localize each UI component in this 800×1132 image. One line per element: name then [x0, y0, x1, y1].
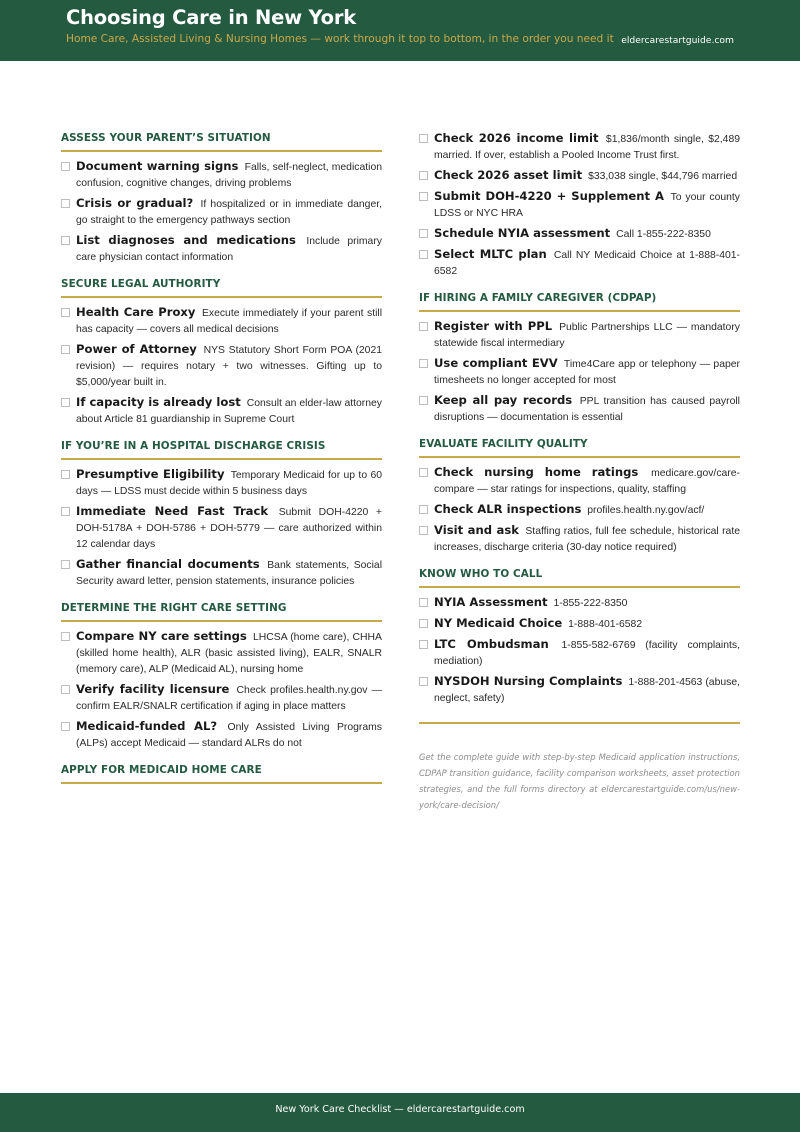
checklist	[61, 622, 382, 757]
checklist	[419, 312, 740, 431]
checkbox-icon[interactable]	[419, 322, 428, 331]
item-label: Verify facility licensure	[76, 682, 230, 696]
checklist	[419, 588, 740, 712]
checklist-item	[61, 556, 382, 590]
item-label: Health Care Proxy	[76, 305, 196, 319]
item-description: $33,038 single, $44,796 married	[588, 171, 738, 182]
item-description: Consult an elder-law attorney about Article 81 guardianship in Supreme Court	[76, 398, 382, 425]
checklist	[419, 458, 740, 561]
item-description: Include primary care physician contact information	[76, 236, 382, 263]
checklist	[61, 460, 382, 595]
checklist-item	[61, 394, 382, 428]
item-label: List diagnoses and medications	[76, 233, 296, 247]
item-description: Call NY Medicaid Choice at 1-888-401-6582	[434, 250, 741, 277]
checkbox-icon[interactable]	[61, 507, 70, 516]
checkbox-icon[interactable]	[419, 598, 428, 607]
item-description: Public Partnerships LLC — mandatory statewide fiscal intermediary	[434, 322, 740, 349]
item-description: medicare.gov/care-compare — star ratings for inspections, quality, staffing	[434, 468, 740, 495]
section-title-apply-for-medicaid-home-care: APPLY FOR MEDICAID HOME CARE	[61, 757, 382, 784]
checkbox-icon[interactable]	[61, 398, 70, 407]
item-description: 1-888-201-4563 (abuse, neglect, safety)	[434, 677, 740, 704]
checklist-item	[61, 503, 382, 553]
checklist-item	[61, 341, 382, 391]
item-label: Document warning signs	[76, 159, 239, 173]
item-label: Keep all pay records	[434, 393, 573, 407]
item-description: Time4Care app or telephony — paper timesheets no longer accepted for most	[434, 359, 741, 386]
item-label: Gather financial documents	[76, 557, 260, 571]
left-column	[61, 126, 382, 784]
section-title-if-you-re-in-a-hospital-discharge-crisis: IF YOU’RE IN A HOSPITAL DISCHARGE CRISIS	[61, 433, 382, 460]
item-label: Check 2026 income limit	[434, 131, 599, 145]
section-title-evaluate-facility-quality: EVALUATE FACILITY QUALITY	[419, 431, 740, 458]
section-title-if-hiring-a-family-caregiver-cdpap: IF HIRING A FAMILY CAREGIVER (CDPAP)	[419, 285, 740, 312]
checkbox-icon[interactable]	[61, 308, 70, 317]
item-label: Immediate Need Fast Track	[76, 504, 269, 518]
item-label: Check nursing home ratings	[434, 465, 639, 479]
item-description: Submit DOH-4220 + DOH-5178A + DOH-5786 + DOH-5779 — care authorized within 12 calendar days	[76, 507, 382, 550]
item-description: Execute immediately if your parent still has capacity — covers all medical decisions	[76, 308, 383, 335]
item-description: Bank statements, Social Security award letter, pension statements, insurance policies	[76, 560, 383, 587]
item-description: profiles.health.ny.gov/acf/	[587, 505, 705, 516]
header-site-link[interactable]: eldercarestartguide.com	[621, 35, 734, 46]
checkbox-icon[interactable]	[61, 345, 70, 354]
checkbox-icon[interactable]	[419, 526, 428, 535]
checklist-item	[419, 392, 740, 426]
item-label: Register with PPL	[434, 319, 553, 333]
checklist-item	[419, 167, 740, 185]
checklist	[61, 298, 382, 433]
checklist-item	[419, 615, 740, 633]
checklist-item	[419, 188, 740, 222]
section-title-determine-the-right-care-setting: DETERMINE THE RIGHT CARE SETTING	[61, 595, 382, 622]
checkbox-icon[interactable]	[419, 468, 428, 477]
item-description: 1-855-222-8350	[553, 598, 628, 609]
checkbox-icon[interactable]	[419, 250, 428, 259]
checklist-item	[419, 318, 740, 352]
item-label: Use compliant EVV	[434, 356, 558, 370]
checklist	[61, 152, 382, 271]
checklist	[419, 126, 740, 285]
item-label: Compare NY care settings	[76, 629, 247, 643]
checkbox-icon[interactable]	[61, 632, 70, 641]
checklist-item	[61, 718, 382, 752]
item-label: Submit DOH-4220 + Supplement A	[434, 189, 664, 203]
right-column	[419, 126, 740, 813]
item-description: 1-855-582-6769 (facility complaints, mediation)	[434, 640, 740, 667]
item-label: Check ALR inspections	[434, 502, 582, 516]
item-description: Temporary Medicaid for up to 60 days — LDSS must decide within 5 business days	[76, 470, 383, 497]
checklist-item	[419, 501, 740, 519]
checkbox-icon[interactable]	[61, 162, 70, 171]
checkbox-icon[interactable]	[419, 396, 428, 405]
checkbox-icon[interactable]	[61, 236, 70, 245]
checkbox-icon[interactable]	[61, 560, 70, 569]
item-label: NYIA Assessment	[434, 595, 548, 609]
checklist-item	[419, 464, 740, 498]
item-description: $1,836/month single, $2,489 married. If over, establish a Pooled Income Trust first.	[434, 134, 741, 161]
page-footer	[0, 1093, 800, 1132]
item-label: If capacity is already lost	[76, 395, 241, 409]
item-label: LTC Ombudsman	[434, 637, 549, 651]
page-title: Choosing Care in New York	[66, 6, 357, 29]
checkbox-icon[interactable]	[419, 134, 428, 143]
item-description: Only Assisted Living Programs (ALPs) accept Medicaid — standard ALRs do not	[76, 722, 382, 749]
checklist-item	[61, 681, 382, 715]
item-description: If hospitalized or in immediate danger, go straight to the emergency pathways section	[76, 199, 382, 226]
checklist-item	[419, 522, 740, 556]
checklist-item	[419, 355, 740, 389]
item-label: Crisis or gradual?	[76, 196, 194, 210]
item-description: Staffing ratios, full fee schedule, historical rate increases, discharge criteria (30-day notice required)	[434, 526, 741, 553]
item-label: NY Medicaid Choice	[434, 616, 563, 630]
item-description: Falls, self-neglect, medication confusion, cognitive changes, driving problems	[76, 162, 383, 189]
page-subtitle: Home Care, Assisted Living & Nursing Homes — work through it top to bottom, in the order you need it	[66, 33, 614, 45]
item-description: Call 1-855-222-8350	[616, 229, 711, 240]
checklist-item	[419, 636, 740, 670]
checkbox-icon[interactable]	[61, 199, 70, 208]
item-description: 1-888-401-6582	[568, 619, 643, 630]
item-label: Schedule NYIA assessment	[434, 226, 611, 240]
checkbox-icon[interactable]	[419, 359, 428, 368]
checkbox-icon[interactable]	[61, 470, 70, 479]
item-description: LHCSA (home care), CHHA (skilled home health), ALR (basic assisted living), EALR, SNALR (memory care), ALP (Medicaid AL), nursing home	[76, 632, 382, 675]
checkbox-icon[interactable]	[419, 171, 428, 180]
checkbox-icon[interactable]	[419, 229, 428, 238]
checklist-item	[419, 246, 740, 280]
item-label: Visit and ask	[434, 523, 519, 537]
section-title-assess-your-parent-s-situation: ASSESS YOUR PARENT’S SITUATION	[61, 126, 382, 152]
item-label: Check 2026 asset limit	[434, 168, 583, 182]
item-label: NYSDOH Nursing Complaints	[434, 674, 623, 688]
section-title-know-who-to-call: KNOW WHO TO CALL	[419, 561, 740, 588]
item-description: PPL transition has caused payroll disruptions — documentation is essential	[434, 396, 740, 423]
checklist-item	[61, 304, 382, 338]
item-description: NYS Statutory Short Form POA (2021 revision) — requires notary + two witnesses. Gifting up to $5,000/year built in.	[76, 345, 383, 388]
page-header	[0, 0, 800, 61]
checkbox-icon[interactable]	[419, 640, 428, 649]
checkbox-icon[interactable]	[419, 677, 428, 686]
item-label: Power of Attorney	[76, 342, 197, 356]
checkbox-icon[interactable]	[61, 722, 70, 731]
checklist-item	[61, 628, 382, 678]
checkbox-icon[interactable]	[419, 192, 428, 201]
checkbox-icon[interactable]	[419, 505, 428, 514]
checklist-item	[419, 673, 740, 707]
item-label: Presumptive Eligibility	[76, 467, 225, 481]
checklist-item	[419, 130, 740, 164]
checklist-item	[61, 158, 382, 192]
item-label: Medicaid-funded AL?	[76, 719, 218, 733]
checkbox-icon[interactable]	[61, 685, 70, 694]
item-description: To your county LDSS or NYC HRA	[434, 192, 740, 219]
checklist-item	[61, 195, 382, 229]
footer-text: New York Care Checklist — eldercarestartguide.com	[275, 1104, 525, 1115]
checklist-item	[419, 225, 740, 243]
checklist-item	[419, 594, 740, 612]
item-description: Check profiles.health.ny.gov — confirm EALR/SNALR certification if aging in place matters	[76, 685, 382, 712]
closing-note: Get the complete guide with step-by-step Medicaid application instructions, CDPAP transition guidance, facility comparison worksheets, asset protection strategies, and the full forms directory at eldercarestartguide.com/us/new-york/care-decision/	[419, 722, 740, 813]
checklist-item	[61, 466, 382, 500]
item-label: Select MLTC plan	[434, 247, 547, 261]
section-title-secure-legal-authority: SECURE LEGAL AUTHORITY	[61, 271, 382, 298]
checkbox-icon[interactable]	[419, 619, 428, 628]
checklist-item	[61, 232, 382, 266]
